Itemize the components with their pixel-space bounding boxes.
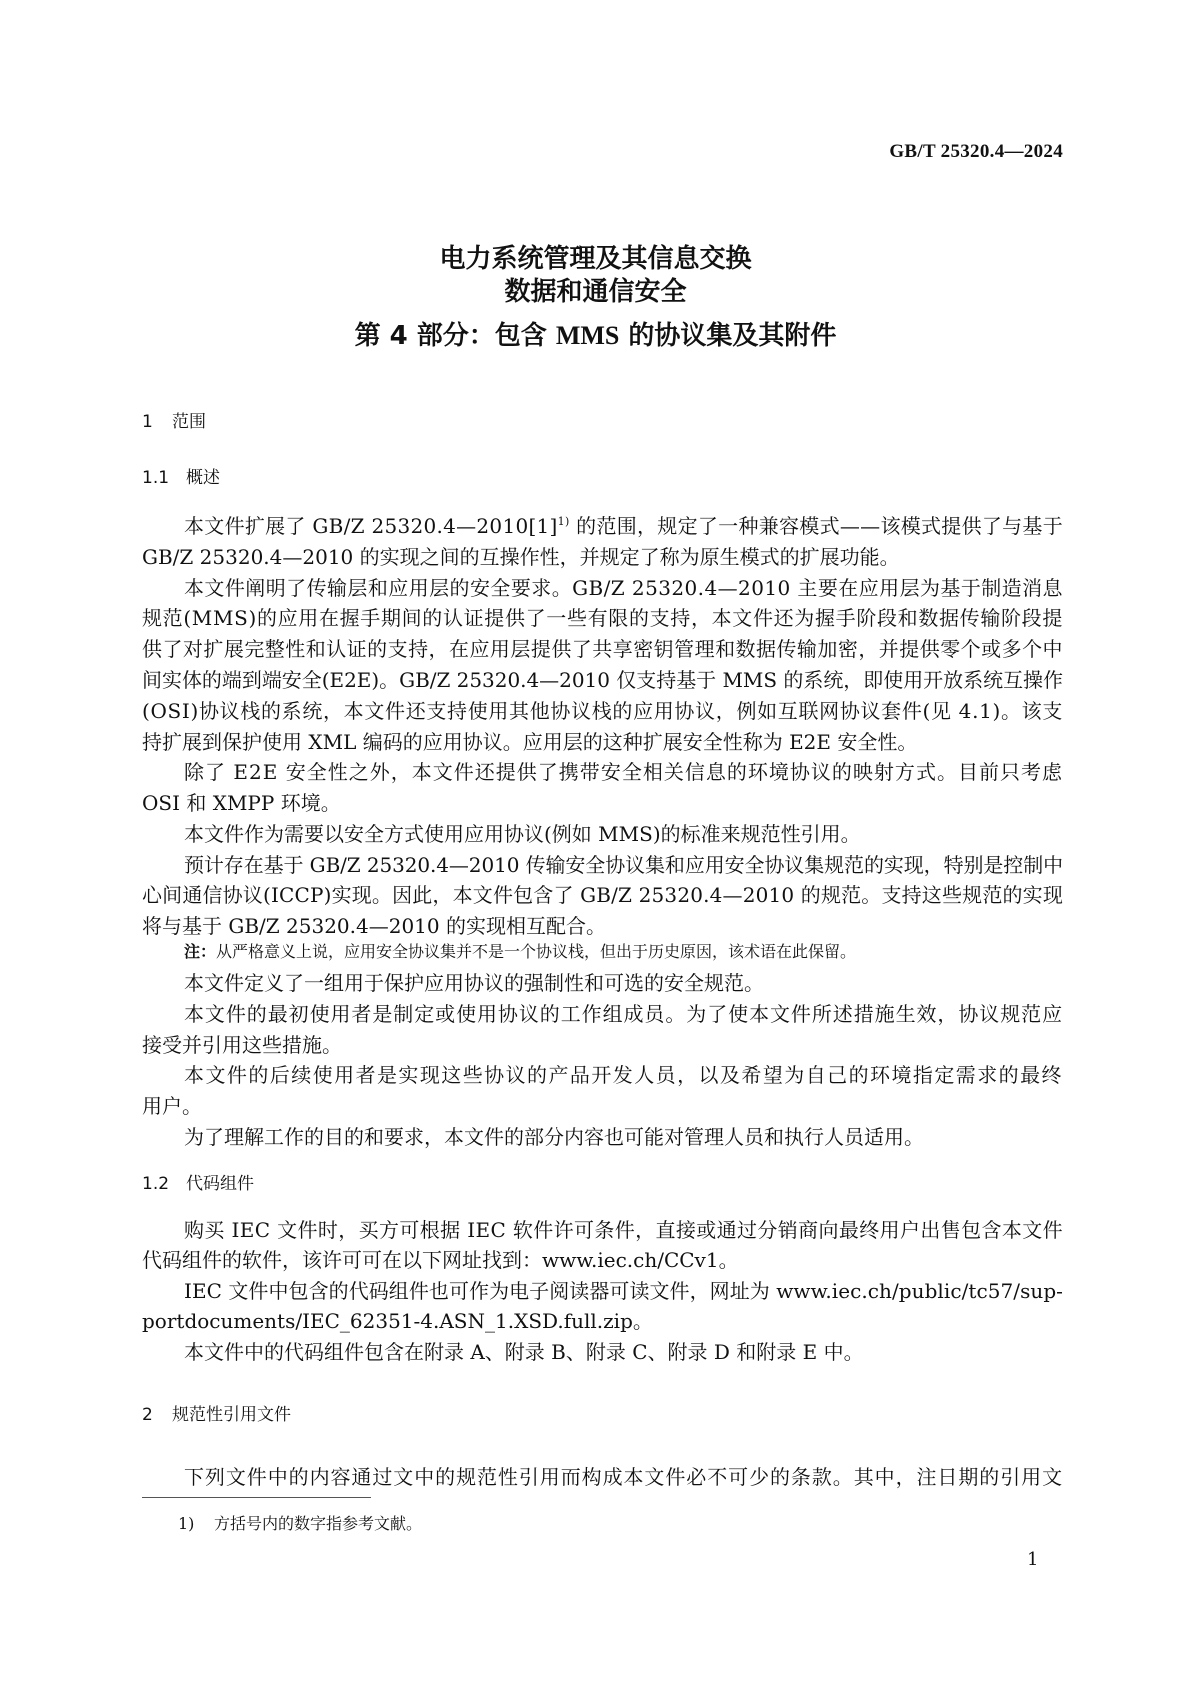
- document-number: GB/T 25320.4—2024: [889, 141, 1063, 162]
- section-heading-1-2: [142, 1172, 254, 1196]
- paragraph-line: 除了 E2E 安全性之外，本文件还提供了携带安全相关信息的环境协议的映射方式。目前只考虑: [184, 760, 1063, 784]
- paragraph-line: 预计存在基于 GB/Z 25320.4—2010 传输安全协议集和应用安全协议集规范的实现，特别是控制中: [184, 853, 1064, 877]
- paragraph-line: IEC 文件中包含的代码组件也可作为电子阅读器可读文件，网址为 www.iec.ch/public/tc57/sup-: [184, 1279, 1063, 1303]
- note-text: 从严格意义上说，应用安全协议集并不是一个协议栈，但出于历史原因，该术语在此保留。: [216, 942, 857, 961]
- paragraph-line: 代码组件的软件，该许可可在以下网址找到：www.iec.ch/CCv1。: [142, 1248, 739, 1272]
- paragraph-line: 间实体的端到端安全(E2E)。GB/Z 25320.4—2010 仅支持基于 MMS 的系统，即使用开放系统互操作: [142, 668, 1063, 692]
- paragraph-line: [184, 511, 1063, 541]
- paragraph-line: (OSI)协议栈的系统，本文件还支持使用其他协议栈的应用协议，例如互联网协议套件(见 4.1)。该支: [142, 699, 1063, 723]
- text-run: 的范围，规定了一种兼容模式——该模式提供了与基于: [569, 514, 1064, 538]
- section-number: 1.2: [142, 1174, 170, 1194]
- paragraph-line: 本文件的后续使用者是实现这些协议的产品开发人员，以及希望为自己的环境指定需求的最终: [184, 1063, 1063, 1087]
- paragraph-line: 本文件作为需要以安全方式使用应用协议(例如 MMS)的标准来规范性引用。: [184, 822, 861, 846]
- section-title: 规范性引用文件: [172, 1405, 291, 1425]
- section-title: 代码组件: [186, 1174, 254, 1194]
- section-heading-1: [142, 410, 206, 434]
- paragraph-line: 接受并引用这些措施。: [142, 1033, 342, 1057]
- paragraph-line: 本文件的最初使用者是制定或使用协议的工作组成员。为了使本文件所述措施生效，协议规范应: [184, 1002, 1063, 1026]
- note-label: 注：: [184, 942, 217, 961]
- note: [184, 940, 856, 964]
- footnote-ref: 1): [557, 515, 570, 528]
- paragraph-line: 将与基于 GB/Z 25320.4—2010 的实现相互配合。: [142, 914, 606, 938]
- paragraph-line: 为了理解工作的目的和要求，本文件的部分内容也可能对管理人员和执行人员适用。: [184, 1125, 924, 1149]
- footnote-text: 方括号内的数字指参考文献。: [214, 1514, 423, 1533]
- paragraph-line: OSI 和 XMPP 环境。: [142, 791, 341, 815]
- paragraph-line: 本文件定义了一组用于保护应用协议的强制性和可选的安全规范。: [184, 971, 764, 995]
- footnote: [178, 1512, 422, 1536]
- paragraph-line: 规范(MMS)的应用在握手期间的认证提供了一些有限的支持，本文件还为握手阶段和数据传输阶段提: [142, 606, 1063, 630]
- title-line-3: [0, 320, 1191, 352]
- page-number: 1: [1027, 1549, 1039, 1570]
- section-heading-1-1: [142, 466, 220, 490]
- paragraph-line: 供了对扩展完整性和认证的支持，在应用层提供了共享密钥管理和数据传输加密，并提供零个或多个中: [142, 637, 1063, 661]
- section-title: 范围: [172, 412, 206, 432]
- title-line-3-part-c: 的协议集及其附件: [619, 321, 837, 351]
- section-number: 2: [142, 1405, 153, 1425]
- paragraph-line: 持扩展到保护使用 XML 编码的应用协议。应用层的这种扩展安全性称为 E2E 安全性。: [142, 730, 918, 754]
- paragraph-line: 用户。: [142, 1094, 202, 1118]
- paragraph-line: 本文件阐明了传输层和应用层的安全要求。GB/Z 25320.4—2010 主要在应用层为基于制造消息: [184, 576, 1063, 600]
- text-run: 本文件扩展了 GB/Z 25320.4—2010[1]: [184, 514, 558, 538]
- title-line-1: 电力系统管理及其信息交换: [439, 244, 752, 274]
- title-line-2: 数据和通信安全: [504, 277, 687, 307]
- paragraph-line: portdocuments/IEC_62351-4.ASN_1.XSD.full.zip。: [142, 1309, 653, 1333]
- title-line-3-mms: MMS: [555, 321, 620, 350]
- paragraph-line: 购买 IEC 文件时，买方可根据 IEC 软件许可条件，直接或通过分销商向最终用户出售包含本文件: [184, 1218, 1063, 1242]
- paragraph-line: 心间通信协议(ICCP)实现。因此，本文件包含了 GB/Z 25320.4—2010 的规范。支持这些规范的实现: [142, 883, 1063, 907]
- paragraph-line: GB/Z 25320.4—2010 的实现之间的互操作性，并规定了称为原生模式的扩展功能。: [142, 545, 900, 569]
- title-line-3-part-a: 第 4 部分：包含: [354, 321, 556, 351]
- section-title: 概述: [186, 468, 220, 488]
- footnote-number: 1): [178, 1514, 195, 1533]
- paragraph-line: 下列文件中的内容通过文中的规范性引用而构成本文件必不可少的条款。其中，注日期的引用文: [184, 1465, 1063, 1489]
- section-number: 1: [142, 412, 153, 432]
- section-heading-2: [142, 1403, 291, 1427]
- footnote-divider: [142, 1497, 371, 1498]
- section-number: 1.1: [142, 468, 170, 488]
- paragraph-line: 本文件中的代码组件包含在附录 A、附录 B、附录 C、附录 D 和附录 E 中。: [184, 1340, 864, 1364]
